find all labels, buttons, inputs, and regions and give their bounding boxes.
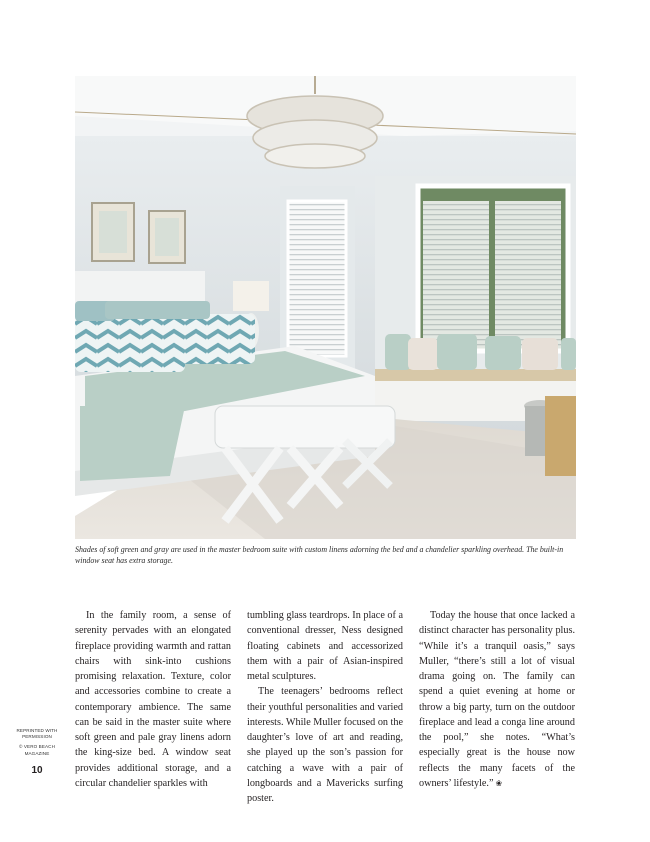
body-column-2: [247, 608, 403, 806]
note-line: REPRINTED WITH: [16, 728, 58, 733]
paragraph: [419, 608, 575, 791]
paragraph: In the family room, a sense of serenity pervades with an elongated fireplace providing warmth and rattan chairs with sink-into cushions promising relaxation. Texture, color and accessories combine to create a contemporary ambience. The same can be said in the master suite where soft green and pale gray linens adorn the king-size bed. A window seat provides additional storage, and a circular chandelier sparkles with: [75, 610, 231, 789]
body-column-1: [75, 608, 231, 791]
end-mark-icon: ❀: [495, 778, 503, 788]
note-line: PERMISSION: [22, 734, 52, 740]
note-line: MAGAZINE: [24, 750, 50, 756]
photo-caption: Shades of soft green and gray are used in the master bedroom suite with custom linens adorning the bed and a chandelier sparkling overhead. The built-in window seat has extra storage.: [75, 545, 564, 565]
paragraph: tumbling glass teardrops. In place of a conventional dresser, Ness designed floating cabinets and accessorized them with a pair of Asian-inspired metal sculptures.: [247, 610, 403, 682]
paragraph: The teenagers’ bedrooms reflect their youthful personalities and varied interests. While Muller focused on the daughter’s love of art and reading, she played up the son’s passion for catching a wave with a pair of longboards and a Mavericks surfing poster.: [247, 686, 403, 804]
paragraph-text: Today the house that once lacked a distinct character has personality plus. “While it’s a tranquil oasis,” says Muller, “there’s still a lot of visual drama going on. The family can spend a quiet evening at home or throw a big party, turn on the outdoor fireplace and lead a conga line around the pool,” she notes. “What’s especially great is the house now reflects the many facets of the owners’ lifestyle.”: [419, 610, 575, 789]
body-column-3: [419, 608, 575, 791]
reprint-permission-note: [8, 728, 66, 757]
page-number: 10: [31, 765, 43, 776]
note-line: © VERO BEACH: [19, 744, 55, 750]
bedroom-photo: [75, 76, 576, 539]
